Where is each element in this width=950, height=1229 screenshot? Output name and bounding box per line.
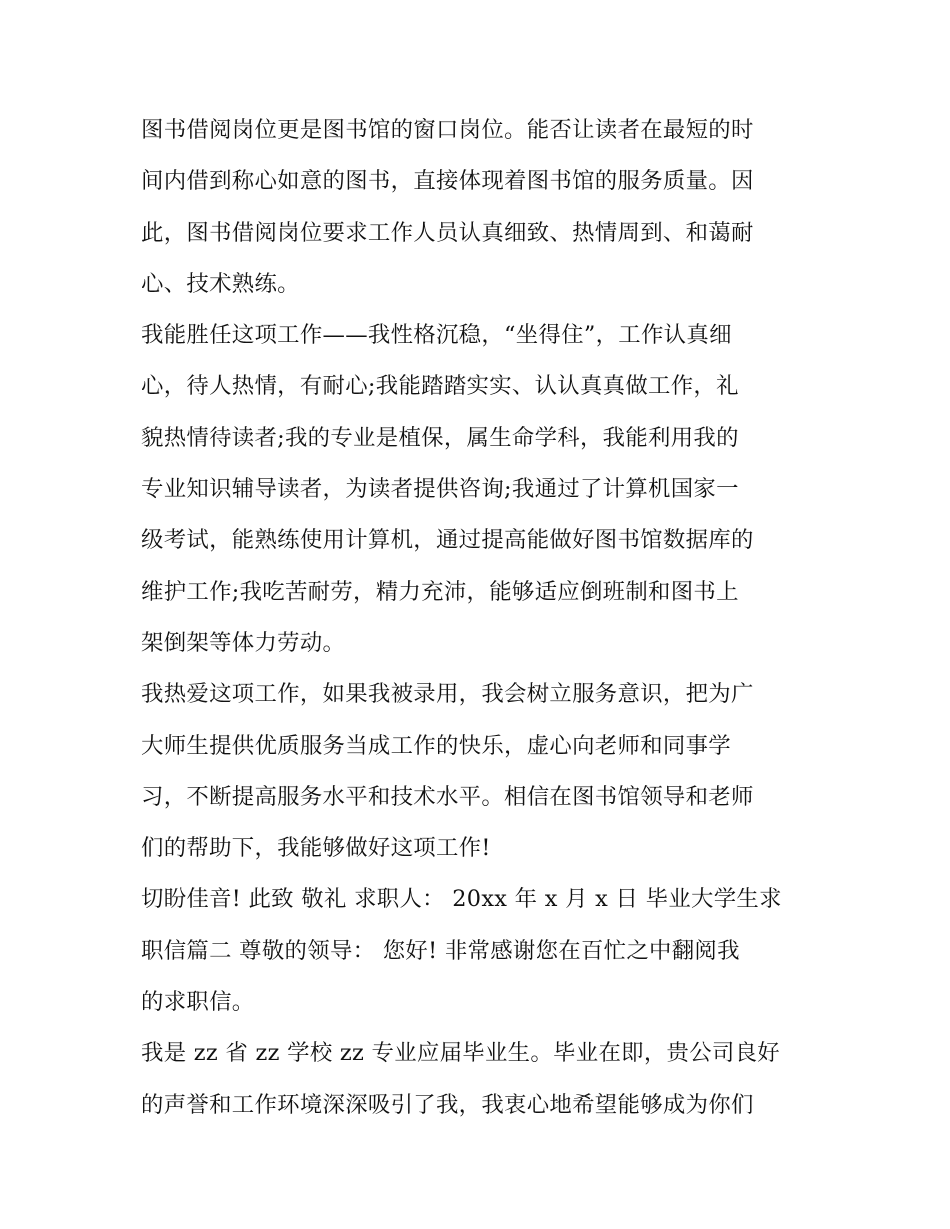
text-line-14: 习，不断提高服务水平和技术水平。相信在图书馆领导和老师 — [141, 783, 754, 810]
text-line-2: 间内借到称心如意的图书，直接体现着图书馆的服务质量。因 — [141, 168, 754, 195]
text-line-5: 我能胜任这项工作——我性格沉稳，“坐得住”，工作认真细 — [141, 322, 732, 349]
text-line-13: 大师生提供优质服务当成工作的快乐，虚心向老师和同事学 — [141, 732, 731, 759]
text-line-11: 架倒架等体力劳动。 — [141, 629, 346, 656]
text-line-7: 貌热情待读者;我的专业是植保，属生命学科，我能利用我的 — [141, 424, 739, 451]
document-body — [141, 105, 813, 1131]
text-line-18: 的求职信。 — [141, 989, 255, 1016]
text-line-9: 级考试，能熟练使用计算机，通过提高能做好图书馆数据库的 — [141, 527, 754, 554]
text-line-16: 切盼佳音! 此致 敬礼 求职人： 20xx 年 x 月 x 日 毕业大学生求 — [141, 886, 782, 913]
text-line-4: 心、技术熟练。 — [141, 270, 300, 297]
text-line-12: 我热爱这项工作，如果我被录用，我会树立服务意识，把为广 — [141, 681, 754, 708]
text-line-20: 的声誉和工作环境深深吸引了我，我衷心地希望能够成为你们 — [141, 1091, 754, 1118]
text-line-8: 专业知识辅导读者，为读者提供咨询;我通过了计算机国家一 — [141, 476, 739, 503]
text-line-17: 职信篇二 尊敬的领导： 您好! 非常感谢您在百忙之中翻阅我 — [141, 937, 740, 964]
text-line-6: 心，待人热情，有耐心;我能踏踏实实、认认真真做工作，礼 — [141, 373, 739, 400]
text-line-19: 我是 zz 省 zz 学校 zz 专业应届毕业生。毕业在即，贵公司良好 — [141, 1040, 780, 1067]
text-line-10: 维护工作;我吃苦耐劳，精力充沛，能够适应倒班制和图书上 — [141, 578, 739, 605]
text-line-1: 图书借阅岗位更是图书馆的窗口岗位。能否让读者在最短的时 — [141, 117, 754, 143]
text-line-3: 此，图书借阅岗位要求工作人员认真细致、热情周到、和蔼耐 — [141, 219, 754, 246]
text-line-15: 们的帮助下，我能够做好这项工作! — [141, 835, 491, 862]
